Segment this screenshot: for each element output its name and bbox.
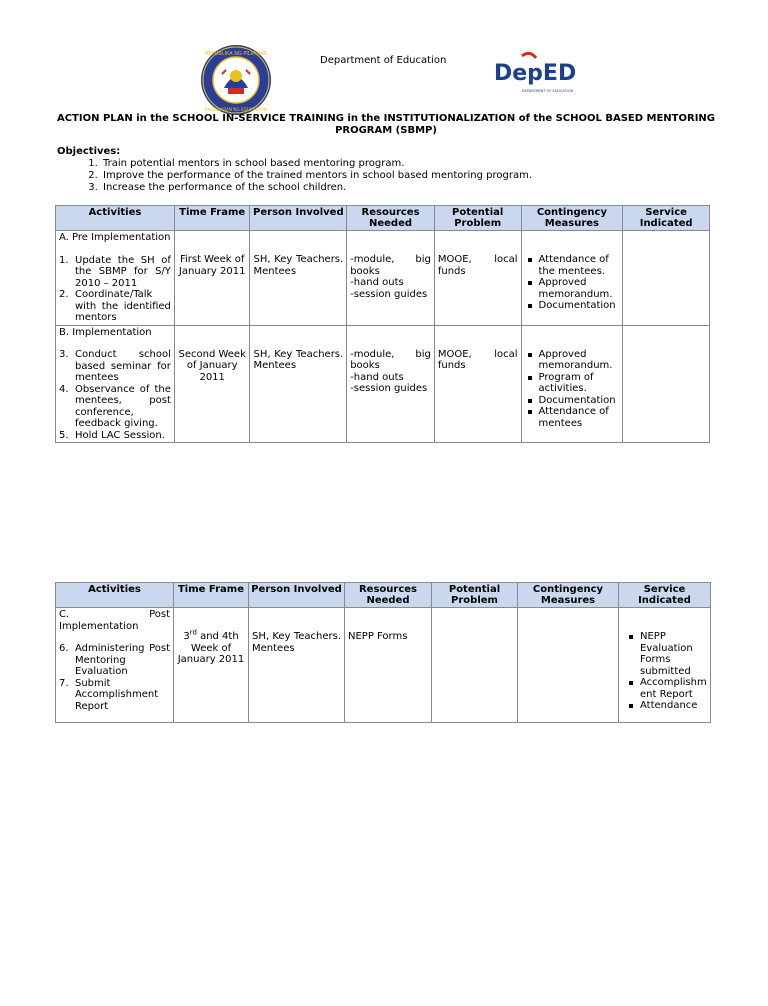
bullet-item: Attendance of the mentees. [539, 254, 620, 277]
activities-cell [56, 231, 175, 326]
activity-item: 1. Update the SH of the SBMP for S/Y 2010 – 2011 [59, 254, 171, 289]
contingency-cell [521, 325, 623, 443]
header-resources-needed: Resources Needed [347, 206, 435, 231]
contingency-cell [518, 608, 619, 723]
header-activities: Activities [56, 206, 175, 231]
problem-cell: MOOE, local funds [434, 231, 521, 326]
activity-item: 6. Administering Post Mentoring Evaluation [59, 643, 170, 677]
bullet-item: Approved memorandum. [539, 349, 620, 372]
contingency-cell [521, 231, 623, 326]
bullet-item: Approved memorandum. [539, 277, 620, 300]
objectives-heading: Objectives: [57, 146, 121, 157]
time-frame-cell: Second Week of January 2011 [174, 325, 250, 443]
person-cell: SH, Key Teachers. Mentees [249, 608, 345, 723]
header-service-indicated: Service Indicated [619, 583, 711, 608]
activity-item: 3. Conduct school based seminar for mentees [59, 349, 171, 383]
bullet-item: Accomplishm ent Report [640, 677, 707, 700]
activity-item: 7. Submit Accomplishment Report [59, 677, 159, 712]
bullet-item: NEPP Evaluation Forms submitted [640, 631, 707, 677]
bullet-item: Attendance of mentees [539, 406, 620, 429]
header-time-frame: Time Frame [174, 583, 249, 608]
document-title: ACTION PLAN in the SCHOOL IN-SERVICE TRAINING in the INSTITUTIONALIZATION of the SCHOOL BASED MENTORING PROGRAM (SBMP) [56, 113, 716, 136]
section-label: C. Post Implementation [59, 609, 170, 632]
problem-cell [432, 608, 518, 723]
resources-cell: NEPP Forms [345, 608, 432, 723]
activity-item: 5. Hold LAC Session. [59, 429, 165, 441]
table-row [56, 325, 710, 443]
objective-item: 3. Increase the performance of the school children. [101, 182, 532, 194]
time-frame-cell: First Week of January 2011 [174, 231, 250, 326]
resources-cell: -module, big books -hand outs -session guides [347, 325, 435, 443]
header-potential-problem: Potential Problem [432, 583, 518, 608]
bullet-item: Program of activities. [539, 372, 620, 395]
header-person-involved: Person Involved [250, 206, 347, 231]
deped-logo-text: DepED [494, 61, 577, 86]
deped-logo-subtext: DEPARTMENT OF EDUCATION [522, 89, 574, 93]
objective-item: 2. Improve the performance of the trained mentors in school based mentoring program. [101, 170, 532, 182]
header-person-involved: Person Involved [249, 583, 345, 608]
header-time-frame: Time Frame [174, 206, 250, 231]
section-label: A. Pre Implementation [59, 232, 171, 243]
bullet-item: Attendance [640, 700, 707, 712]
table-header-row [56, 583, 711, 608]
service-cell [623, 325, 710, 443]
service-cell [619, 608, 711, 723]
action-plan-table-1 [55, 205, 710, 443]
problem-cell: MOOE, local funds [434, 325, 521, 443]
objectives-list [57, 158, 532, 194]
deped-wordmark-logo [492, 52, 577, 96]
person-cell: SH, Key Teachers. Mentees [250, 325, 347, 443]
activity-item: 4. Observance of the mentees, post conference, feedback giving. [59, 383, 171, 429]
objective-item: 1. Train potential mentors in school based mentoring program. [101, 158, 532, 170]
header-service-indicated: Service Indicated [623, 206, 710, 231]
header-contingency-measures: Contingency Measures [521, 206, 623, 231]
action-plan-table-2 [55, 582, 711, 723]
bullet-item: Documentation [539, 300, 620, 312]
time-frame-cell: 3rd and 4th Week of January 2011 [174, 608, 249, 723]
header-contingency-measures: Contingency Measures [518, 583, 619, 608]
seal-text-bottom: KAGAWARAN NG EDUKASYON [205, 107, 267, 112]
section-label: B. Implementation [59, 326, 152, 338]
person-cell: SH, Key Teachers. Mentees [250, 231, 347, 326]
deped-seal-logo [200, 44, 272, 116]
activity-item: 2. Coordinate/Talk with the identified mentors [59, 289, 171, 323]
table-header-row [56, 206, 710, 231]
table-row [56, 231, 710, 326]
bullet-item: Documentation [539, 395, 620, 407]
department-name: Department of Education [320, 55, 447, 66]
table-row [56, 608, 711, 723]
objectives-section [57, 146, 532, 194]
resources-cell: -module, big books -hand outs -session guides [347, 231, 435, 326]
header-potential-problem: Potential Problem [434, 206, 521, 231]
header-resources-needed: Resources Needed [345, 583, 432, 608]
service-cell [623, 231, 710, 326]
activities-cell [56, 325, 175, 443]
seal-text-top: REPUBLIKA NG PILIPINAS [205, 51, 267, 57]
header-activities: Activities [56, 583, 174, 608]
activities-cell [56, 608, 174, 723]
